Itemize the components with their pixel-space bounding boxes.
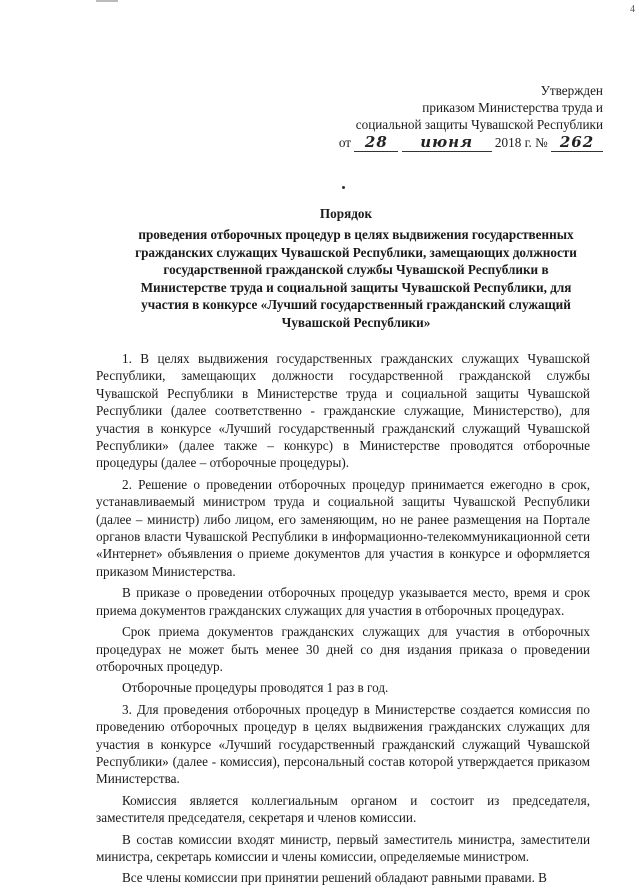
paragraph: 1. В целях выдвижения государственных гражданских служащих Чувашской Республики, замещающих должности государственной гражданской службы Чувашской Республики в Министерстве труда и социальной защиты Чувашской Республики (далее соответственно - гражданские служащие, Министерство), для участия в конкурсе «Лучший государственный гражданский служащий Чувашской Республики» (далее также – конкурс) в Министерстве проводятся отборочные процедуры (далее – отборочные процедуры). [96,351,590,471]
date-prefix: от [338,135,352,150]
paragraph: Срок приема документов гражданских служащих для участия в отборочных процедурах не может быть менее 30 дней со дня издания приказа о проведении отборочных процедур. [96,624,590,674]
date-month-field [402,134,492,152]
approval-stamp [339,82,603,152]
order-number-field [551,134,603,152]
date-month: июня [420,133,474,151]
order-number: 262 [559,133,595,151]
date-day-field [354,134,398,152]
paragraph: 2. Решение о проведении отборочных процедур принимается ежегодно в срок, устанавливаемый министром труда и социальной защиты Чувашской Республики (далее – министр) либо лицом, его заменяющим, но не ранее размещения на Портале органов власти Чувашской Республики в информационно-телекоммуникационной сети «Интернет» объявления о приеме документов для участия в конкурсе и оформляется приказом Министерства. [96,476,590,579]
document-title: Порядок [319,206,373,221]
date-day: 28 [364,133,388,151]
corner-mark: 4 [630,4,635,15]
paragraph: В состав комиссии входят министр, первый заместитель министра, заместители министра, секретарь комиссии и члены комиссии, определяемые министром. [96,831,590,864]
document-heading: проведения отборочных процедур в целях выдвижения государственных гражданских служащих Чувашской Республики, замещающих должности государственной гражданской службы Чувашской Республики в Министерстве труда и социальной защиты Чувашской Республики, для участия в конкурсе «Лучший государственный гражданский служащий Чувашской Республики» [135,227,577,330]
paragraph: Все члены комиссии при принятии решений обладают равными правами. В [122,870,547,886]
date-year: 2018 г. № [494,135,548,150]
document-body [96,350,590,891]
approval-date-line [339,134,603,152]
paragraph: 3. Для проведения отборочных процедур в Министерстве создается комиссия по проведению отборочных процедур в целях выдвижения гражданских служащих для участия в конкурсе «Лучший государственный гражданский служащий Чувашской Республики» (далее - комиссия), персональный состав которой утверждается приказом Министерства. [96,701,590,787]
ink-dot [342,186,345,189]
approval-line-2: приказом Министерства труда и [422,100,603,115]
approval-line-3: социальной защиты Чувашской Республики [355,117,603,132]
approval-line-1: Утвержден [540,83,603,98]
scan-artifact [96,0,118,2]
paragraph: Отборочные процедуры проводятся 1 раз в год. [122,680,389,696]
paragraph: Комиссия является коллегиальным органом и состоит из председателя, заместителя председателя, секретаря и членов комиссии. [96,792,590,826]
paragraph: В приказе о проведении отборочных процедур указывается место, время и срок приема документов гражданских служащих для участия в отборочных процедурах. [96,585,590,618]
